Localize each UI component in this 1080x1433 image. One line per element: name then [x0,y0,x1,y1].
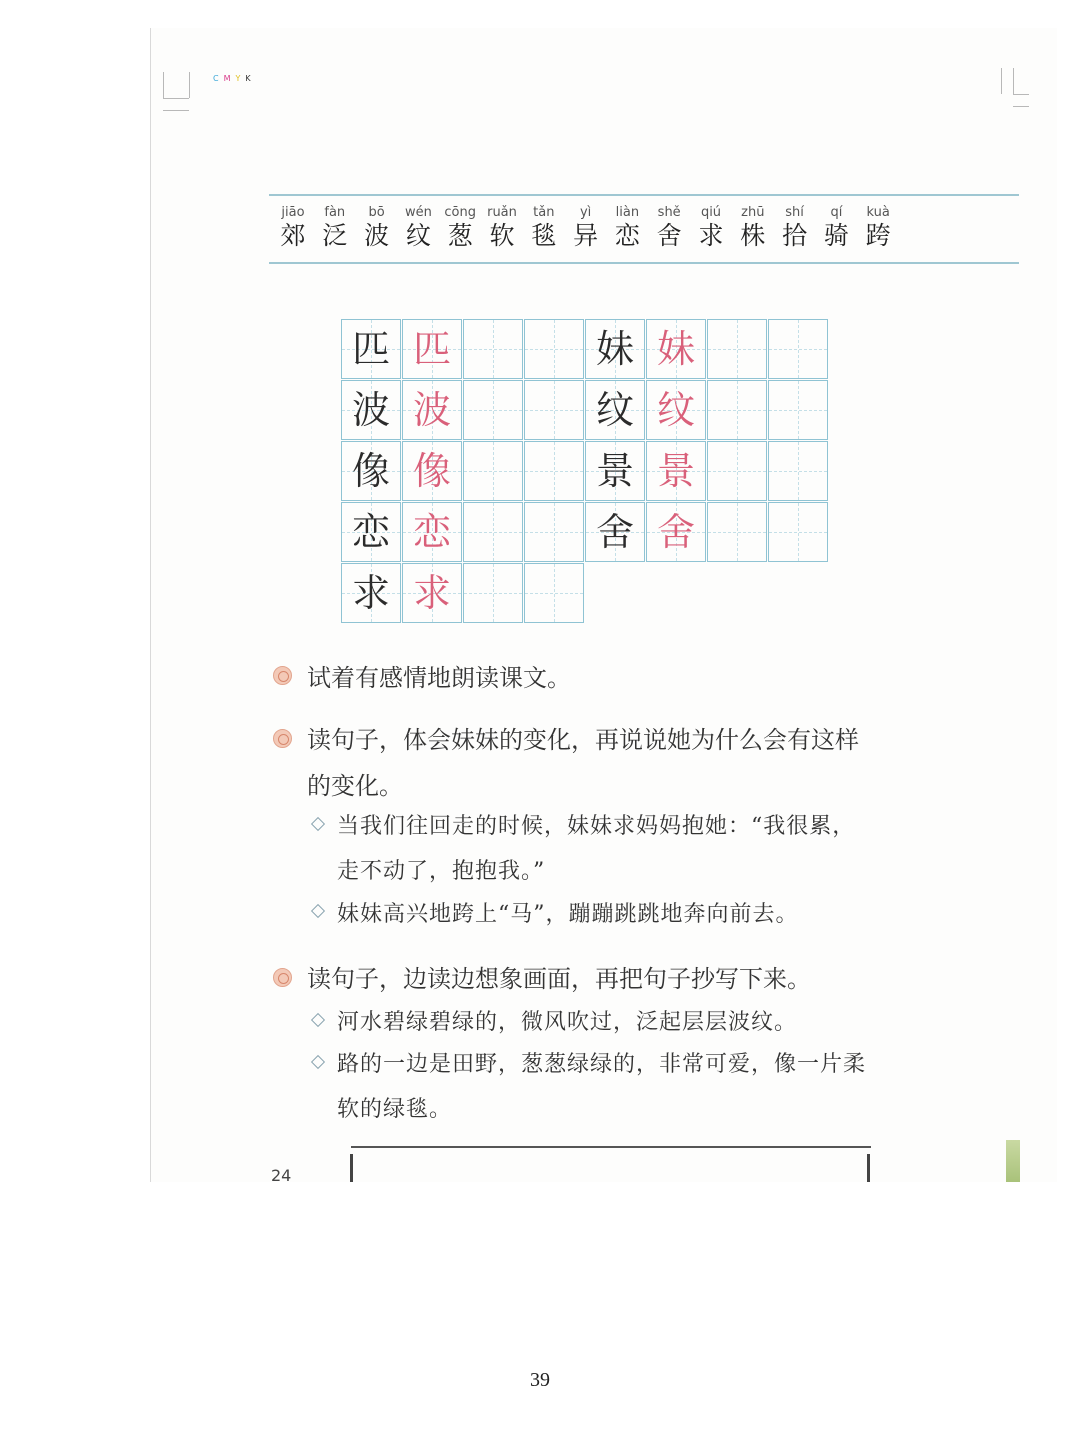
crop-mark [163,110,189,111]
vocab-item [271,206,315,251]
grid-cell-char [585,380,645,440]
grid-cell-empty [707,441,767,501]
sentence-3-2-cont: 软的绿毯。 [337,1097,453,1122]
exercise-icon [273,968,292,987]
vocab-item [647,206,691,251]
grid-cell-empty [768,441,828,501]
exercise-1-text: 试着有感情地朗读课文。 [307,664,571,692]
trace-character: 舍 [656,510,695,554]
vocab-item [355,206,399,251]
textbook-page [150,28,1057,1182]
sentence-3-2: 路的一边是田野，葱葱绿绿的，非常可爱，像一片柔 [337,1052,867,1077]
vocab-item [313,206,357,251]
book-page-number: 24 [271,1166,292,1182]
vocab-item [438,206,482,251]
vocab-pinyin: bō [368,205,385,220]
model-character: 景 [595,449,634,493]
grid-cell-char [585,441,645,501]
trace-character: 恋 [412,510,451,554]
vocab-character: 毯 [531,221,557,250]
diamond-bullet-icon [311,817,325,831]
trace-character: 像 [412,449,451,493]
exercise-2-text: 读句子，体会妹妹的变化，再说说她为什么会有这样 [307,726,859,754]
crop-mark [1013,106,1029,107]
grid-cell-char [341,563,401,623]
vocab-character: 舍 [656,221,682,250]
trace-character: 求 [412,571,451,615]
grid-cell-char [341,441,401,501]
crop-mark [163,98,189,99]
next-section-box-top [351,1146,871,1182]
diamond-bullet-icon [311,904,325,918]
vocab-item [522,206,566,251]
grid-cell-char [646,319,706,379]
vocab-pinyin: tǎn [533,205,555,220]
vocab-item [773,206,817,251]
vocab-pinyin: kuà [866,205,890,220]
vocab-pinyin: wén [404,205,432,220]
vocab-pinyin: fàn [324,205,346,220]
grid-cell-char [402,441,462,501]
model-character: 恋 [351,510,390,554]
band-bottom-line [269,262,1019,264]
vocab-pinyin: ruǎn [487,205,517,220]
next-section-box-right [867,1154,870,1182]
grid-cell-char [402,319,462,379]
exercise-3-text: 读句子，边读边想象画面，再把句子抄写下来。 [307,965,811,993]
vocab-character: 骑 [823,221,849,250]
trace-character: 匹 [412,327,451,371]
model-character: 像 [351,449,390,493]
grid-cell-char [402,502,462,562]
grid-cell-char [341,380,401,440]
vocab-pinyin: shě [657,205,681,220]
grid-cell-char [585,319,645,379]
scan-page-number: 39 [530,1369,550,1391]
grid-cell-char [585,502,645,562]
grid-cell-empty [524,441,584,501]
sentence-2-1: 当我们往回走的时候，妹妹求妈妈抱她：“我很累， [337,814,856,839]
vocab-character: 株 [740,221,766,250]
grid-cell-char [402,380,462,440]
vocab-item [480,206,524,251]
sentence-2-1-cont: 走不动了，抱抱我。” [337,859,546,884]
vocab-character: 拾 [782,221,808,250]
vocab-pinyin: liàn [615,205,640,220]
model-character: 纹 [595,388,634,432]
model-character: 求 [351,571,390,615]
grid-cell-empty [768,380,828,440]
grid-cell-empty [768,319,828,379]
vocab-pinyin: yì [579,205,592,220]
model-character: 波 [351,388,390,432]
diamond-bullet-icon [311,1013,325,1027]
vocab-item [856,206,900,251]
vocab-character: 泛 [322,221,348,250]
vocab-pinyin: cōng [444,205,476,220]
vocab-character: 纹 [405,221,431,250]
grid-cell-empty [463,502,523,562]
sentence-2-2: 妹妹高兴地跨上“马”，蹦蹦跳跳地奔向前去。 [337,902,799,927]
vocab-pinyin: zhū [741,205,765,220]
vocab-pinyin: qiú [700,205,722,220]
crop-mark [163,72,164,98]
grid-cell-empty [524,319,584,379]
exercise-2-text-cont: 的变化。 [307,772,403,800]
grid-cell-empty [463,319,523,379]
trace-character: 波 [412,388,451,432]
trace-character: 妹 [656,327,695,371]
sentence-3-1: 河水碧绿碧绿的，微风吹过，泛起层层波纹。 [337,1010,798,1035]
vocab-item [814,206,858,251]
grid-cell-empty [524,380,584,440]
exercise-icon [273,729,292,748]
vocab-band [269,194,1019,266]
crop-mark [1013,94,1029,95]
vocab-item [564,206,608,251]
trace-character: 景 [656,449,695,493]
cmyk-c: C [213,74,224,83]
vocab-item [396,206,440,251]
grid-cell-empty [524,502,584,562]
grid-cell-empty [707,319,767,379]
exercise-icon [273,666,292,685]
vocab-character: 软 [489,221,515,250]
model-character: 舍 [595,510,634,554]
cmyk-m: M [223,74,236,83]
vocab-item [689,206,733,251]
vocab-character: 郊 [280,221,306,250]
crop-mark [1001,68,1002,94]
grid-cell-empty [463,563,523,623]
vocab-character: 跨 [865,221,891,250]
page-edge-tab [1006,1140,1020,1182]
cmyk-print-marks [213,74,256,83]
vocab-character: 葱 [447,221,473,250]
cmyk-k: K [245,74,256,83]
model-character: 匹 [351,327,390,371]
grid-cell-char [341,319,401,379]
grid-cell-empty [707,380,767,440]
diamond-bullet-icon [311,1055,325,1069]
grid-cell-empty [463,441,523,501]
grid-cell-char [646,380,706,440]
vocab-character: 异 [573,221,599,250]
vocab-item [605,206,649,251]
band-top-line [269,194,1019,196]
grid-cell-empty [524,563,584,623]
grid-cell-char [646,441,706,501]
grid-cell-empty [707,502,767,562]
crop-mark [1013,68,1014,94]
grid-cell-char [646,502,706,562]
vocab-pinyin: jiāo [281,205,305,220]
vocab-pinyin: shí [785,205,804,220]
vocab-item [731,206,775,251]
vocab-character: 恋 [614,221,640,250]
vocab-character: 求 [698,221,724,250]
crop-mark [189,72,190,98]
next-section-box-left [350,1154,353,1182]
grid-cell-empty [463,380,523,440]
grid-cell-char [341,502,401,562]
grid-cell-char [402,563,462,623]
vocab-character: 波 [364,221,390,250]
trace-character: 纹 [656,388,695,432]
model-character: 妹 [595,327,634,371]
cmyk-y: Y [235,74,246,83]
grid-cell-empty [768,502,828,562]
vocab-pinyin: qí [830,205,843,220]
